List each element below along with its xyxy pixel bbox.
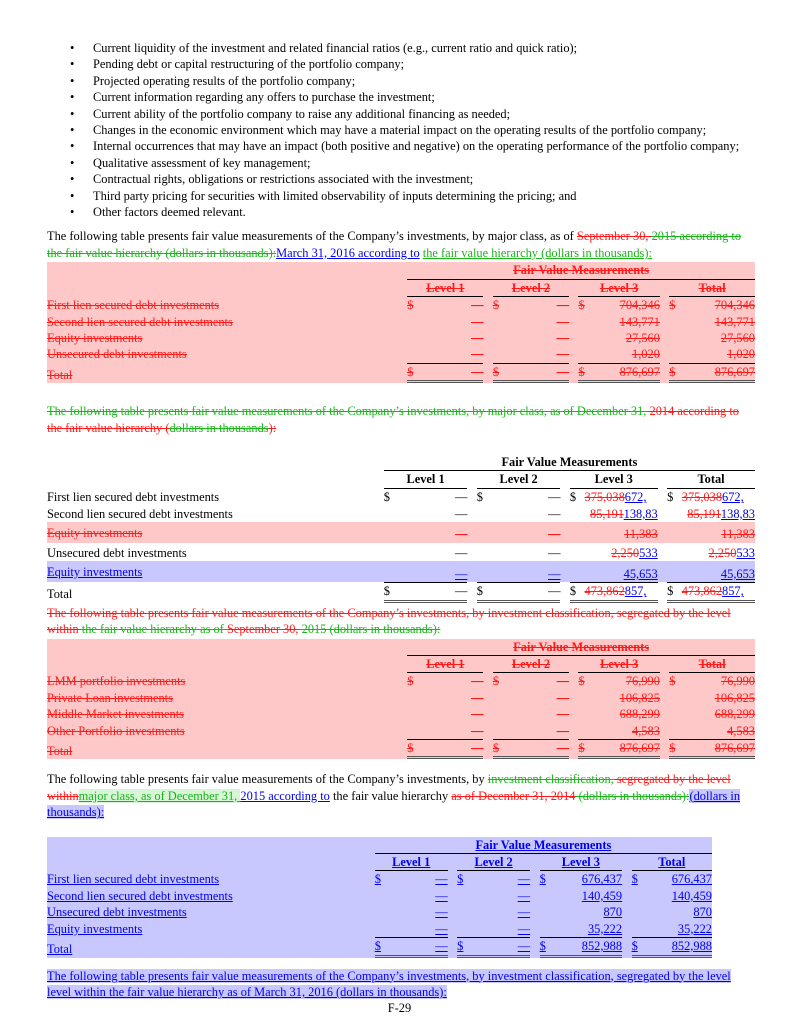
list-item: • Current information regarding any offers to purchase the investment; <box>70 90 435 105</box>
list-item: • Third party pricing for securities with limited observability of inputs determining the pricing; and <box>70 188 577 203</box>
table-total-row: Total $ — $ — $ 473,862857, $ 473,862857, <box>47 582 755 602</box>
list-item: • Pending debt or capital restructuring of the portfolio company; <box>70 57 405 72</box>
table-row: First lien secured debt investments $ — $ — $ 375,038672, $ 375,038672, <box>47 490 744 505</box>
bullet-icon: • <box>70 73 75 88</box>
list-item: • Projected operating results of the portfolio company; <box>70 73 356 88</box>
list-item: • Other factors deemed relevant. <box>70 205 246 220</box>
document-page <box>47 40 755 1000</box>
bullet-icon: • <box>70 155 75 170</box>
column-header: Level 2 <box>493 656 569 673</box>
column-header: Level 2 <box>493 280 569 297</box>
table-row: Other Portfolio investments — — 4,583 4,583 <box>47 723 755 738</box>
table-row: Equity investments — — 27,560 27,560 <box>47 330 755 345</box>
fair-value-table-sep-2015-major-class <box>47 262 755 383</box>
list-item: • Changes in the economic environment which may have a material impact on the operating results of the portfolio company; <box>70 123 707 138</box>
table-row: Middle Market investments — — 688,299 688,299 <box>47 707 755 722</box>
table-row: Second lien secured debt investments — — 140,459 140,459 <box>47 888 712 903</box>
list-item: • Internal occurrences that may have an impact (both positive and negative) on the operating performance of the portfolio company; <box>70 139 740 154</box>
page-number: F-29 <box>387 1001 412 1015</box>
deleted-text: 2015 according to the fair value hierarchy (dollars in thousands): <box>47 229 742 260</box>
deleted-paragraph-sep-2015-classification: The following table presents fair value measurements of the Company’s investments, by investment classification, segregated by the level within the fair value hierarchy as of September 30, 2015 (dollars in thousands): <box>47 605 731 637</box>
column-header: Level 3 <box>570 471 658 488</box>
inserted-paragraph-mar-2016-classification: The following table presents fair value measurements of the Company’s investments, by investment classification, segregated by the level level within the fair value hierarchy as of March 31, 2016 (dollars in thousands): <box>47 968 731 999</box>
table-total-row: Total $ — $ — $ 852,988 $ 852,988 <box>47 939 712 957</box>
bullet-icon: • <box>70 57 75 72</box>
column-header: Level 1 <box>384 471 468 488</box>
table-row: First lien secured debt investments $ — $ — $ 704,346 $ 704,346 <box>47 298 755 313</box>
fair-value-table-dec-2015-inserted <box>47 837 712 958</box>
list-item: • Contractual rights, obligations or restrictions associated with the investment; <box>70 172 474 187</box>
table-title: Fair Value Measurements <box>407 639 755 656</box>
column-header: Total <box>669 656 755 673</box>
bullet-icon: • <box>70 90 75 105</box>
intro-paragraph-dec-2015: The following table presents fair value measurements of the Company’s investments, by investment classification, segregated by the level withinmajor class, as of December 31, 2015 according to the fair value hierarchy as of December 31, 2014 (dollars in thousands):(dollars in thousands): <box>47 772 741 820</box>
column-header: Total <box>632 854 712 871</box>
table-title: Fair Value Measurements <box>384 454 755 471</box>
table-row: Second lien secured debt investments — — 143,771 143,771 <box>47 314 755 329</box>
bullet-icon: • <box>70 106 75 121</box>
table-row: Unsecured debt investments — — 870 870 <box>47 905 712 920</box>
table-total-row: Total $ — $ — $ 876,697 $ 876,697 <box>47 364 755 382</box>
table-row: Second lien secured debt investments — — 85,191138,83 85,191138,83 <box>47 506 755 521</box>
valuation-factors-list <box>47 40 755 220</box>
table-title: Fair Value Measurements <box>407 262 755 279</box>
column-header: Level 2 <box>457 854 530 871</box>
bullet-icon: • <box>70 123 75 138</box>
fair-value-table-sep-2015-classification <box>47 639 755 760</box>
bullet-icon: • <box>70 172 75 187</box>
table-row-inserted: Equity investments — — 45,653 45,653 <box>47 561 755 582</box>
table-row: Private Loan investments — — 106,825 106,825 <box>47 690 755 705</box>
inserted-text: March 31, 2016 according to <box>276 245 420 260</box>
table-row-deleted: Equity investments — — 11,383 11,383 <box>47 522 755 542</box>
column-header: Level 3 <box>540 854 622 871</box>
list-item: • Qualitative assessment of key management; <box>70 155 311 170</box>
column-header: Level 3 <box>578 280 659 297</box>
list-item: • Current liquidity of the investment and related financial ratios (e.g., current ratio and quick ratio); <box>70 41 578 55</box>
column-header: Level 1 <box>407 656 483 673</box>
bullet-icon: • <box>70 205 75 220</box>
table-row: First lien secured debt investments $ — $ — $ 676,437 $ 676,437 <box>47 872 712 887</box>
table-row: Unsecured debt investments — — 2,250533 2,250533 <box>47 545 755 560</box>
table-row: LMM portfolio investments $ — $ — $ 76,990 $ 76,990 <box>47 674 755 689</box>
inserted-text: the fair value hierarchy (dollars in thousands): <box>422 245 652 260</box>
intro-paragraph-major-class: The following table presents fair value measurements of the Company’s investments, by major class, as of September 30, 2015 according to the fair value hierarchy (dollars in thousands):March 31, 2016 according to the fair value hierarchy (dollars in thousands): <box>47 229 742 260</box>
deleted-text: September 30, <box>576 229 652 244</box>
fair-value-table-dec-2015-major-class <box>47 454 755 603</box>
column-header: Total <box>667 471 755 488</box>
column-header: Level 1 <box>375 854 448 871</box>
bullet-icon: • <box>70 188 75 203</box>
table-row: Unsecured debt investments — — 1,020 1,020 <box>47 347 755 362</box>
list-item: • Current ability of the portfolio company to raise any additional financing as needed; <box>70 106 511 121</box>
table-title: Fair Value Measurements <box>375 837 712 854</box>
column-header: Level 2 <box>477 471 561 488</box>
column-header: Total <box>669 280 755 297</box>
column-header: Level 3 <box>578 656 659 673</box>
bullet-icon: • <box>70 139 75 154</box>
deleted-paragraph-dec-2014: The following table presents fair value measurements of the Company’s investments, by major class, as of December 31, 2014 according to the fair value hierarchy (dollars in thousands): <box>47 404 739 435</box>
table-total-row: Total $ — $ — $ 876,697 $ 876,697 <box>47 741 755 759</box>
bullet-icon: • <box>70 41 75 55</box>
column-header: Level 1 <box>407 280 483 297</box>
table-row: Equity investments — — 35,222 35,222 <box>47 921 712 936</box>
